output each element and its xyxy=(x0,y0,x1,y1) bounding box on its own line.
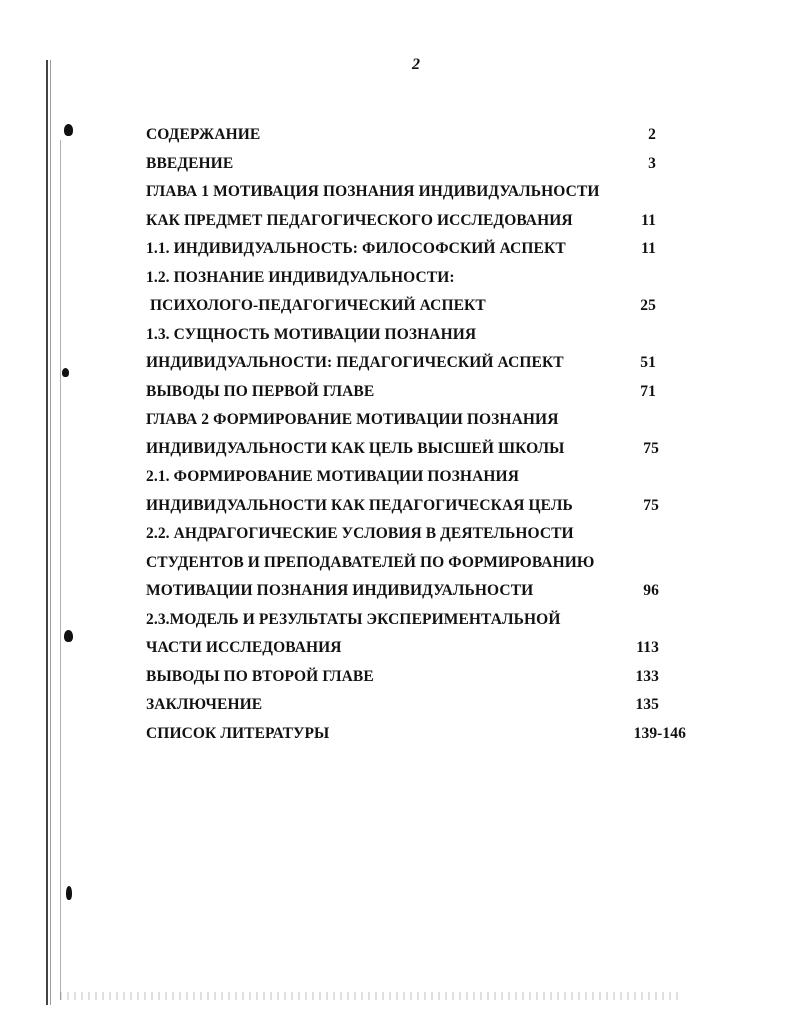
toc-entry xyxy=(146,177,686,206)
toc-entry-title: ГЛАВА 1 МОТИВАЦИЯ ПОЗНАНИЯ ИНДИВИДУАЛЬНОСТИ xyxy=(146,183,600,200)
toc-entry-title: ИНДИВИДУАЛЬНОСТИ: ПЕДАГОГИЧЕСКИЙ АСПЕКТ xyxy=(146,354,564,371)
toc-entry-title: СПИСОК ЛИТЕРАТУРЫ xyxy=(146,724,330,742)
toc-entry xyxy=(146,348,686,377)
toc-entry xyxy=(146,633,686,662)
toc-entry-title: ЗАКЛЮЧЕНИЕ xyxy=(146,696,263,713)
toc-entry xyxy=(146,605,686,634)
toc-entry-title: 1.1. ИНДИВИДУАЛЬНОСТЬ: ФИЛОСОФСКИЙ АСПЕКТ xyxy=(146,240,566,257)
toc-entry xyxy=(146,548,686,577)
toc-entry-page: 2 xyxy=(648,126,656,143)
toc-entry xyxy=(146,519,686,548)
toc-entry-title: ПСИХОЛОГО-ПЕДАГОГИЧЕСКИЙ АСПЕКТ xyxy=(150,297,486,314)
toc-entry-page: 11 xyxy=(641,211,656,229)
toc-entry-title: 2.2. АНДРАГОГИЧЕСКИЕ УСЛОВИЯ В ДЕЯТЕЛЬНОСТИ xyxy=(146,525,574,542)
toc-entry xyxy=(146,719,686,748)
toc-entry-title: ИНДИВИДУАЛЬНОСТИ КАК ПЕДАГОГИЧЕСКАЯ ЦЕЛЬ xyxy=(146,496,573,514)
toc-entry-title: КАК ПРЕДМЕТ ПЕДАГОГИЧЕСКОГО ИССЛЕДОВАНИЯ xyxy=(146,211,573,229)
toc-entry-title: МОТИВАЦИИ ПОЗНАНИЯ ИНДИВИДУАЛЬНОСТИ xyxy=(146,582,534,599)
toc-entry xyxy=(146,690,686,719)
toc-entry xyxy=(146,320,686,349)
toc-entry xyxy=(146,662,686,691)
toc-entry xyxy=(146,434,686,463)
toc-entry xyxy=(146,206,686,235)
toc-entry xyxy=(146,491,686,520)
toc-entry-page: 51 xyxy=(640,354,656,371)
toc-entry-title: ИНДИВИДУАЛЬНОСТИ КАК ЦЕЛЬ ВЫСШЕЙ ШКОЛЫ xyxy=(146,439,565,457)
toc-entry-title: 2.1. ФОРМИРОВАНИЕ МОТИВАЦИИ ПОЗНАНИЯ xyxy=(146,468,519,485)
toc-entry xyxy=(146,291,686,320)
toc-entry-page: 75 xyxy=(643,439,659,457)
toc-entry-page: 113 xyxy=(636,639,659,656)
toc-entry-page: 139-146 xyxy=(633,724,686,742)
toc-entry-page: 135 xyxy=(635,696,659,713)
toc-entry-title: ВВЕДЕНИЕ xyxy=(146,154,234,172)
toc-entry-title: 1.2. ПОЗНАНИЕ ИНДИВИДУАЛЬНОСТИ: xyxy=(146,268,455,286)
page-number: 2 xyxy=(412,56,420,73)
toc-entry-title: ГЛАВА 2 ФОРМИРОВАНИЕ МОТИВАЦИИ ПОЗНАНИЯ xyxy=(146,411,559,428)
toc-entry-title: СТУДЕНТОВ И ПРЕПОДАВАТЕЛЕЙ ПО ФОРМИРОВАНИЮ xyxy=(146,553,595,571)
toc-entry-page: 75 xyxy=(643,496,659,514)
toc-entry-page: 3 xyxy=(648,154,656,172)
toc-entry-title: ВЫВОДЫ ПО ПЕРВОЙ ГЛАВЕ xyxy=(146,382,375,400)
toc-entry xyxy=(146,120,686,149)
toc-entry xyxy=(146,462,686,491)
toc-entry-title: ЧАСТИ ИССЛЕДОВАНИЯ xyxy=(146,639,342,656)
punch-hole-mark xyxy=(62,368,69,377)
toc-entry xyxy=(146,377,686,406)
toc-entry-title: 2.3.МОДЕЛЬ И РЕЗУЛЬТАТЫ ЭКСПЕРИМЕНТАЛЬНОЙ xyxy=(146,610,561,628)
toc-entry-title: 1.3. СУЩНОСТЬ МОТИВАЦИИ ПОЗНАНИЯ xyxy=(146,325,477,343)
toc-entry-page: 25 xyxy=(640,297,656,314)
toc-entry xyxy=(146,263,686,292)
toc-entry-page: 11 xyxy=(641,240,656,257)
toc-entry-page: 71 xyxy=(640,382,656,400)
binding-line xyxy=(46,60,48,1005)
binding-line xyxy=(60,140,61,1000)
toc-entry xyxy=(146,576,686,605)
table-of-contents xyxy=(146,120,686,747)
scan-noise xyxy=(60,992,680,1000)
toc-entry-title: СОДЕРЖАНИЕ xyxy=(146,126,261,143)
toc-entry-title: ВЫВОДЫ ПО ВТОРОЙ ГЛАВЕ xyxy=(146,667,374,685)
toc-entry xyxy=(146,149,686,178)
punch-hole-mark xyxy=(64,630,73,642)
toc-entry xyxy=(146,405,686,434)
toc-entry-page: 133 xyxy=(635,667,659,685)
binding-line xyxy=(50,60,51,1005)
toc-entry-page: 96 xyxy=(643,582,659,599)
punch-hole-mark xyxy=(64,124,73,136)
scan-binding-edge xyxy=(44,60,72,1005)
punch-hole-mark xyxy=(66,886,72,900)
toc-entry xyxy=(146,234,686,263)
